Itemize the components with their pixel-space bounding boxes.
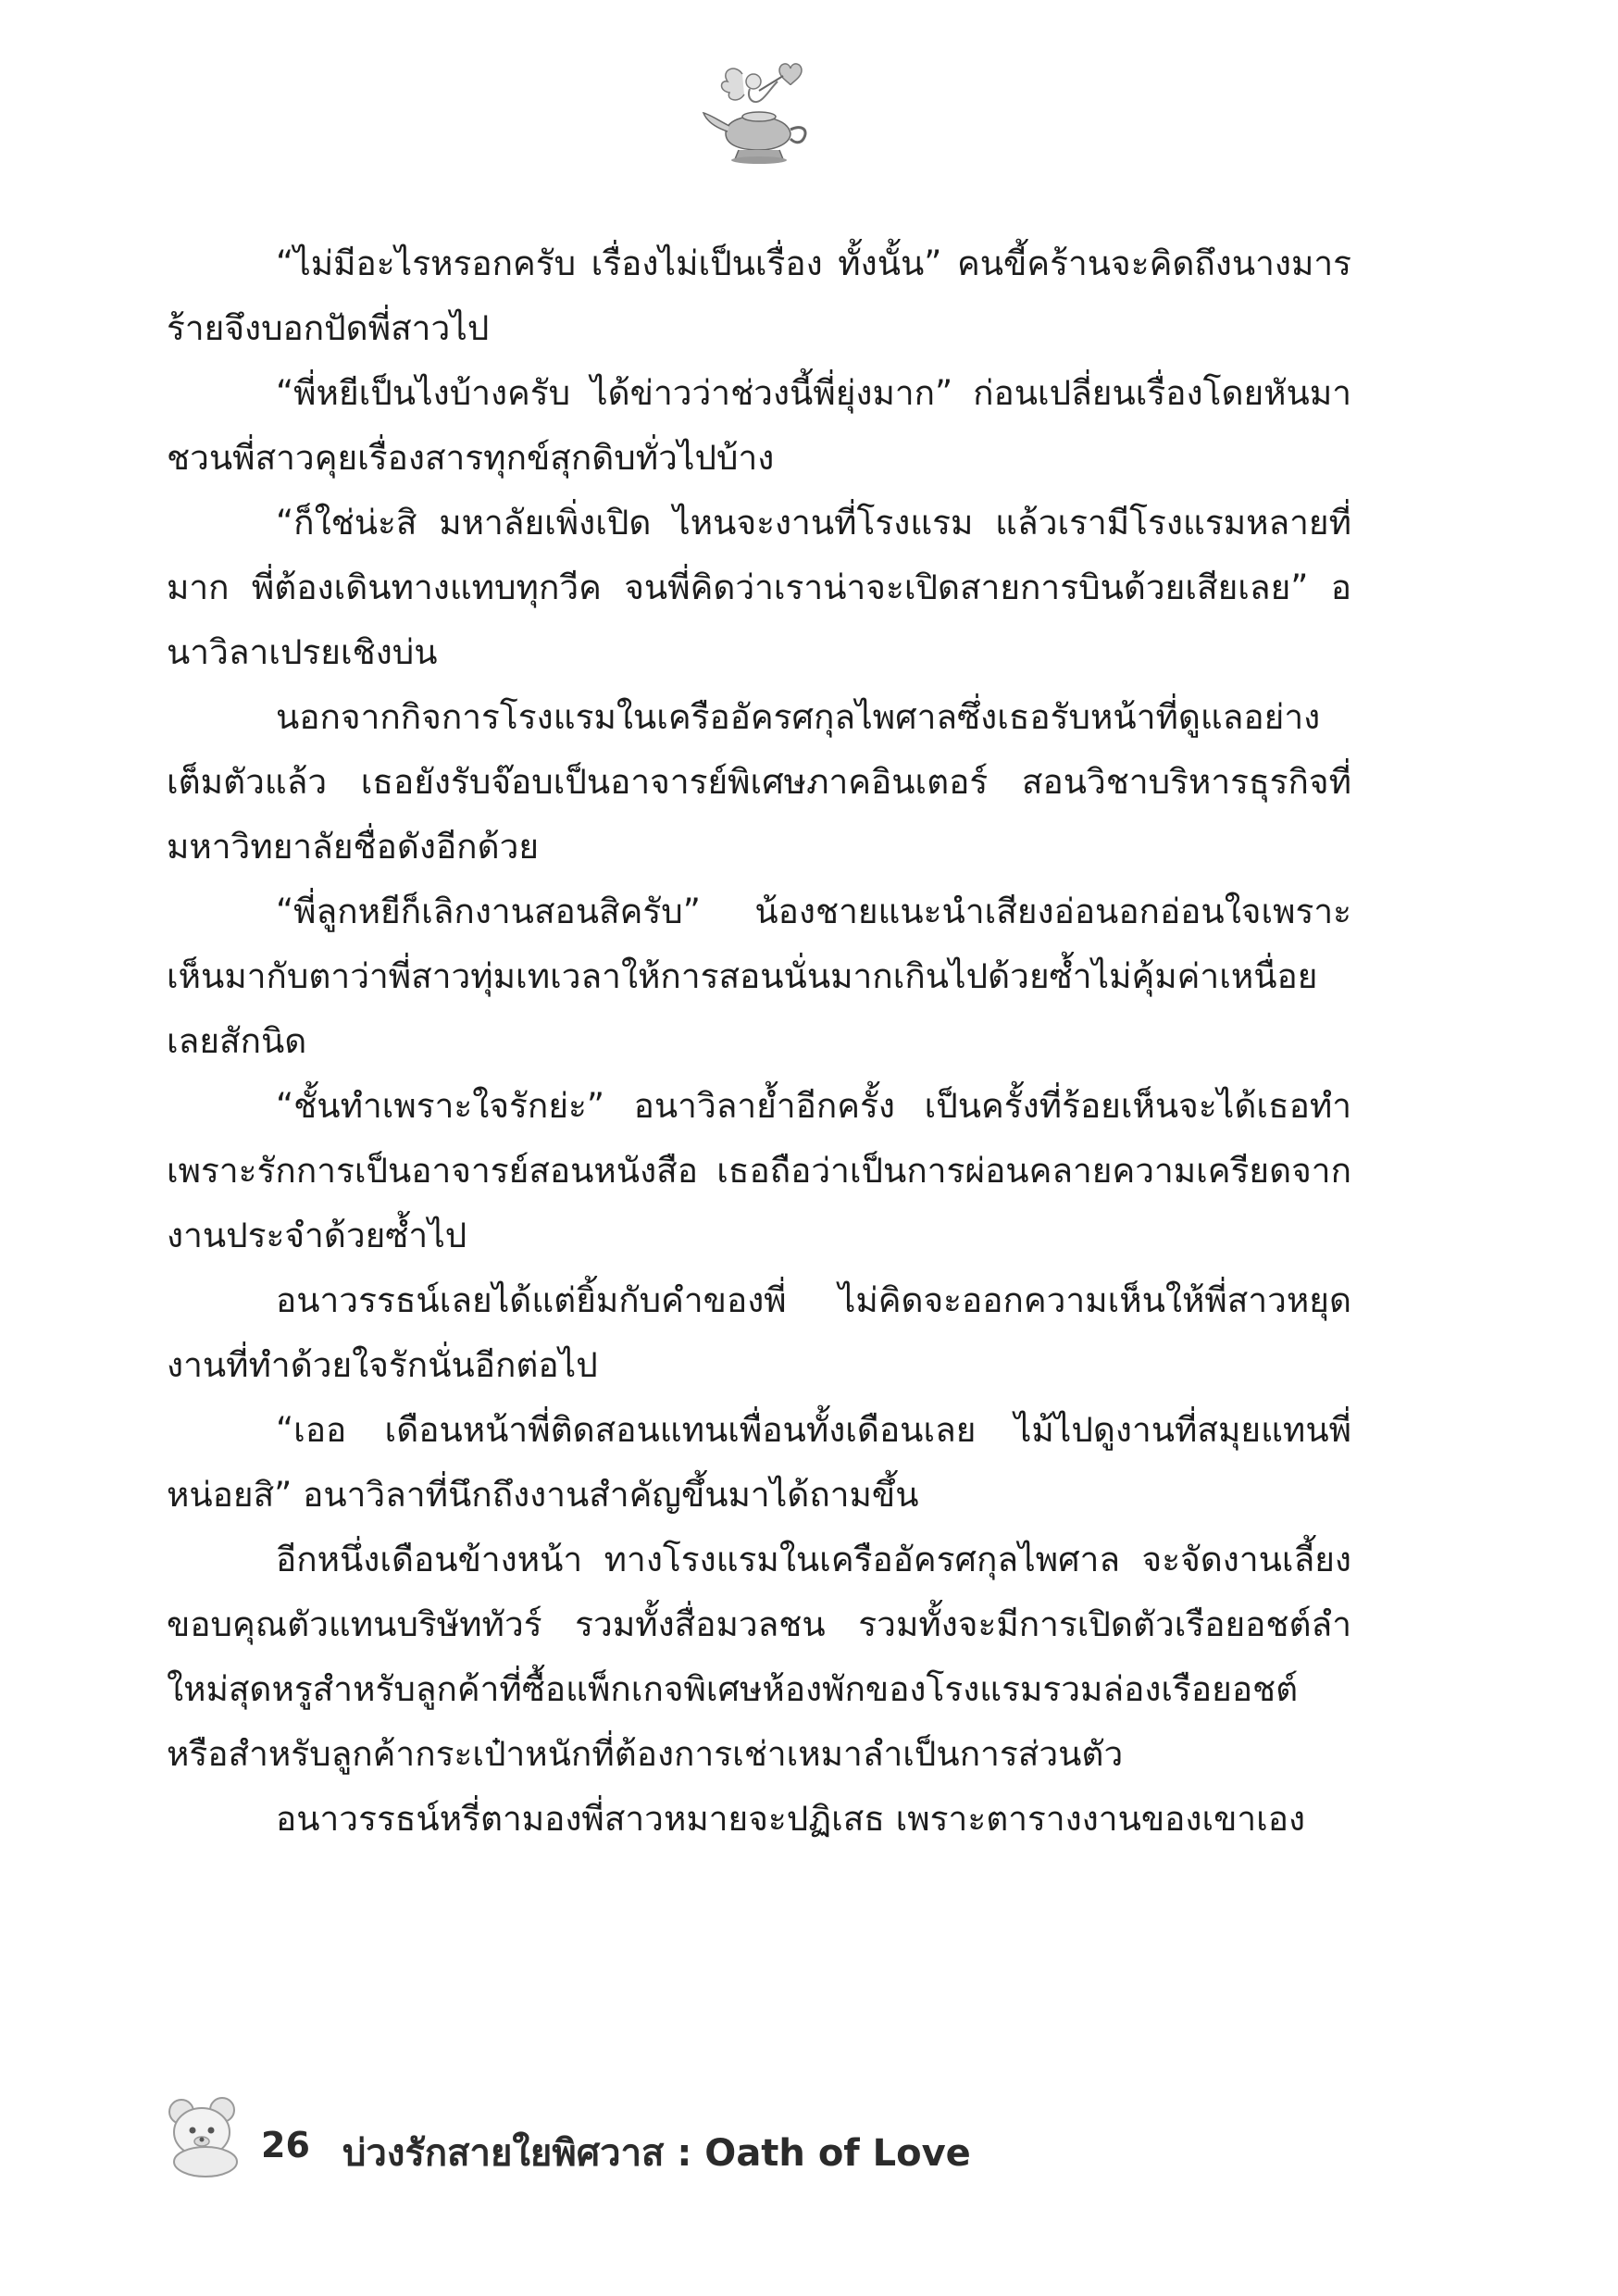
paragraph: “เออ เดือนหน้าพี่ติดสอนแทนเพื่อนทั้งเดือนเลย ไม้ไปดูงานที่สมุยแทนพี่หน่อยสิ” อนาวิลาที่นึกถึงงานสำคัญขึ้นมาได้ถามขึ้น	[167, 1410, 1351, 1515]
paragraph: อีกหนึ่งเดือนข้างหน้า ทางโรงแรมในเครืออัครศกุลไพศาล จะจัดงานเลี้ยงขอบคุณตัวแทนบริษัททัวร์ รวมทั้งสื่อมวลชน รวมทั้งจะมีการเปิดตัวเรือยอชต์ลำใหม่สุดหรูสำหรับลูกค้าที่ซื้อแพ็กเกจพิเศษห้องพักของโรงแรมรวมล่องเรือยอชต์ หรือสำหรับลูกค้ากระเป๋าหนักที่ต้องการเช่าเหมาลำเป็นการส่วนตัว	[167, 1540, 1351, 1774]
paragraph: “พี่ลูกหยีก็เลิกงานสอนสิครับ” น้องชายแนะนำเสียงอ่อนอกอ่อนใจเพราะเห็นมากับตาว่าพี่สาวทุ่มเทเวลาให้การสอนนั่นมากเกินไปด้วยซ้ำไม่คุ้มค่าเหนื่อยเลยสักนิด	[167, 892, 1351, 1061]
page-footer	[157, 2088, 1083, 2190]
teddy-bear-icon	[157, 2088, 250, 2180]
book-title: บ่วงรักสายใยพิศวาส : Oath of Love	[342, 2132, 971, 2175]
body-text	[167, 231, 1351, 1852]
paragraph: “พี่หยีเป็นไงบ้างครับ ได้ข่าวว่าช่วงนี้พี่ยุ่งมาก” ก่อนเปลี่ยนเรื่องโดยหันมาชวนพี่สาวคุยเรื่องสารทุกข์สุกดิบทั่วไปบ้าง	[167, 373, 1351, 478]
paragraph: อนาวรรธน์เลยได้แต่ยิ้มกับคำของพี่ ไม่คิดจะออกความเห็นให้พี่สาวหยุดงานที่ทำด้วยใจรักนั่นอีกต่อไป	[167, 1280, 1351, 1385]
paragraph: “ก็ใช่น่ะสิ มหาลัยเพิ่งเปิด ไหนจะงานที่โรงแรม แล้วเรามีโรงแรมหลายที่มาก พี่ต้องเดินทางแทบทุกวีค จนพี่คิดว่าเราน่าจะเปิดสายการบินด้วยเสียเลย” อนาวิลาเปรยเชิงบ่น	[167, 503, 1351, 672]
paragraph: อนาวรรธน์หรี่ตามองพี่สาวหมายจะปฏิเสธ เพราะตารางงานของเขาเอง	[276, 1799, 1306, 1839]
cupid-teapot-ornament-icon	[698, 54, 818, 174]
page-number: 26	[261, 2125, 310, 2165]
paragraph: “ไม่มีอะไรหรอกครับ เรื่องไม่เป็นเรื่อง ทั้งนั้น” คนขี้คร้านจะคิดถึงนางมารร้ายจึงบอกปัดพี่สาวไป	[167, 243, 1351, 348]
paragraph: นอกจากกิจการโรงแรมในเครืออัครศกุลไพศาลซึ่งเธอรับหน้าที่ดูแลอย่างเต็มตัวแล้ว เธอยังรับจ๊อบเป็นอาจารย์พิเศษภาคอินเตอร์ สอนวิชาบริหารธุรกิจที่มหาวิทยาลัยชื่อดังอีกด้วย	[167, 697, 1351, 867]
paragraph: “ชั้นทำเพราะใจรักย่ะ” อนาวิลาย้ำอีกครั้ง เป็นครั้งที่ร้อยเห็นจะได้เธอทำเพราะรักการเป็นอาจารย์สอนหนังสือ เธอถือว่าเป็นการผ่อนคลายความเครียดจากงานประจำด้วยซ้ำไป	[167, 1086, 1351, 1255]
